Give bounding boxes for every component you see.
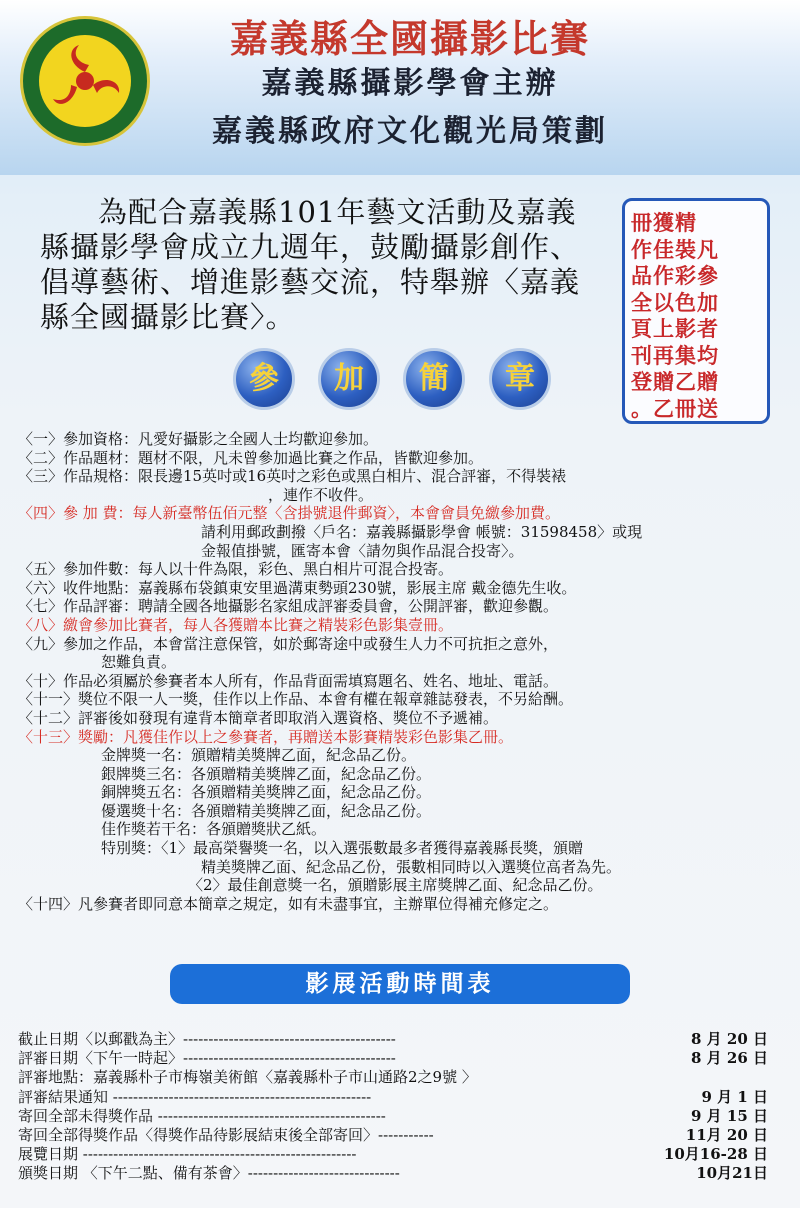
intro-paragraph: 為配合嘉義縣101年藝文活動及嘉義縣攝影學會成立九週年，鼓勵攝影創作、倡導藝術、增進影藝交流，特舉辦〈嘉義縣全國攝影比賽〉。 [40, 195, 581, 334]
schedule-row [18, 1164, 778, 1183]
heading-char-3: 簡 [403, 348, 465, 410]
schedule-row [18, 1145, 778, 1164]
rule-line: 請利用郵政劃撥〈戶名：嘉義縣攝影學會 帳號：31598458〉或現 [201, 522, 643, 541]
schedule-date: 8 月 20 日 [691, 1030, 768, 1048]
rule-line: 〈八〉繳會參加比賽者，每人各獲贈本比賽之精裝彩色影集壹冊。 [18, 615, 454, 634]
schedule-row [18, 1049, 778, 1068]
triskelion-icon [39, 35, 131, 127]
organizer-line: 嘉義縣攝影學會主辦 [261, 66, 559, 101]
schedule-row [18, 1126, 778, 1145]
rule-line: 銀牌獎三名：各頒贈精美獎牌乙面，紀念品乙份。 [101, 764, 432, 783]
schedule-label: 截止日期〈以郵戳為主〉------------------------------------------ [18, 1030, 396, 1048]
logo-emblem [39, 35, 131, 127]
rule-line: 〈七〉作品評審：聘請全國各地攝影名家組成評審委員會，公開評審，歡迎參觀。 [18, 597, 559, 616]
rule-line: 〈六〉收件地點：嘉義縣布袋鎮東安里過溝東勢頭230號，影展主席 戴金德先生收。 [18, 578, 577, 597]
schedule-row [18, 1107, 778, 1126]
bonus-line: 頁上影者 [631, 316, 719, 341]
rule-line: 〈十二〉評審後如發現有違背本簡章者即取消入選資格、獎位不予遞補。 [18, 708, 499, 727]
schedule-date: 8 月 26 日 [691, 1049, 768, 1068]
rule-line: 〈十四〉凡參賽者即同意本簡章之規定，如有未盡事宜，主辦單位得補充修定之。 [18, 894, 559, 913]
planner-line: 嘉義縣政府文化觀光局策劃 [212, 114, 608, 149]
schedule-date: 9 月 1 日 [701, 1087, 768, 1106]
rule-line: 〈十三〉獎勵：凡獲佳作以上之參賽者，再贈送本影賽精裝彩色影集乙冊。 [18, 727, 514, 746]
rule-line: 〈2〉最佳創意獎一名，頒贈影展主席獎牌乙面、紀念品乙份。 [188, 876, 603, 895]
society-logo [20, 16, 150, 146]
rule-line: ，連作不收件。 [268, 485, 374, 504]
bonus-line: 全以色加 [631, 289, 719, 315]
rule-line: 〈十一〉獎位不限一人一獎，佳作以上作品、本會有權在報章雜誌發表，不另給酬。 [18, 690, 574, 709]
header-banner [0, 0, 800, 175]
schedule-row [18, 1030, 778, 1049]
rule-line: 精美獎牌乙面、紀念品乙份，張數相同時以入選獎位高者為先。 [201, 857, 622, 876]
heading-char-4: 章 [489, 348, 551, 410]
rules-list [18, 430, 788, 913]
rule-line: 金牌獎一名：頒贈精美獎牌乙面，紀念品乙份。 [101, 746, 417, 765]
rule-line: 〈十〉作品必須屬於參賽者本人所有，作品背面需填寫題名、姓名、地址、電話。 [18, 671, 559, 690]
schedule-row [18, 1088, 778, 1107]
schedule-label: 評審地點：嘉義縣朴子市梅嶺美術館〈嘉義縣朴子市山通路2之9號 〉 [18, 1068, 477, 1087]
schedule-label: 頒獎日期 〈下午二點、備有茶會〉------------------------------ [18, 1164, 400, 1183]
schedule-label: 展覽日期 ------------------------------------------------------ [18, 1145, 357, 1164]
schedule-list [18, 1030, 778, 1184]
bonus-line: 品作彩參 [631, 263, 719, 288]
page-title: 嘉義縣全國攝影比賽 [229, 16, 590, 61]
bonus-line: 。乙冊送 [631, 395, 719, 421]
schedule-label: 寄回全部未得獎作品 --------------------------------------------- [18, 1106, 386, 1125]
rule-line: 〈四〉參 加 費：每人新臺幣伍佰元整〈含掛號退件郵資〉，本會會員免繳參加費。 [18, 504, 561, 523]
schedule-label: 寄回全部得獎作品〈得獎作品待影展結束後全部寄回〉----------- [18, 1125, 434, 1144]
heading-char-2: 加 [318, 348, 380, 410]
rule-line: 特別獎：〈1〉最高榮譽獎一名，以入選張數最多者獲得嘉義縣長獎，頒贈 [101, 839, 584, 858]
rule-line: 〈一〉參加資格：凡愛好攝影之全國人士均歡迎參加。 [18, 430, 379, 448]
rule-line: 〈三〉作品規格：限長邊15英吋或16英吋之彩色或黑白相片、混合評審，不得裝裱 [18, 467, 567, 486]
rule-line: 恕難負責。 [101, 653, 177, 672]
rule-line: 佳作獎若干名：各頒贈獎狀乙紙。 [101, 820, 327, 839]
bonus-line: 登贈乙贈 [631, 369, 719, 394]
bonus-line: 作佳裝凡 [631, 236, 719, 262]
schedule-date: 9 月 15 日 [691, 1106, 768, 1125]
heading-char-1: 參 [233, 348, 295, 410]
rule-line: 〈五〉參加件數：每人以十件為限，彩色、黑白相片可混合投寄。 [18, 560, 454, 579]
rule-line: 銅牌獎五名：各頒贈精美獎牌乙面，紀念品乙份。 [101, 783, 432, 802]
rule-line: 〈二〉作品題材：題材不限，凡未曾參加過比賽之作品，皆歡迎參加。 [18, 448, 484, 467]
bonus-notice-box [622, 198, 770, 424]
schedule-date: 10月16-28 日 [663, 1145, 768, 1164]
schedule-row [18, 1068, 778, 1087]
rule-line: 〈九〉參加之作品，本會當注意保管，如於郵寄途中或發生人力不可抗拒之意外， [18, 634, 559, 653]
bonus-line: 刊再集均 [631, 342, 719, 368]
schedule-label: 評審結果通知 --------------------------------------------------- [18, 1087, 372, 1106]
bonus-line: 冊獲精 [631, 210, 697, 235]
rule-line: 優選獎十名：各頒贈精美獎牌乙面，紀念品乙份。 [101, 801, 432, 820]
rule-line: 金報值掛號，匯寄本會〈請勿與作品混合投寄〉。 [201, 541, 524, 560]
schedule-date: 10月21日 [696, 1164, 768, 1183]
schedule-date: 11月 20 日 [685, 1125, 768, 1144]
schedule-title: 影展活動時間表 [170, 964, 630, 1004]
schedule-label: 評審日期〈下午一時起〉------------------------------------------ [18, 1049, 396, 1068]
